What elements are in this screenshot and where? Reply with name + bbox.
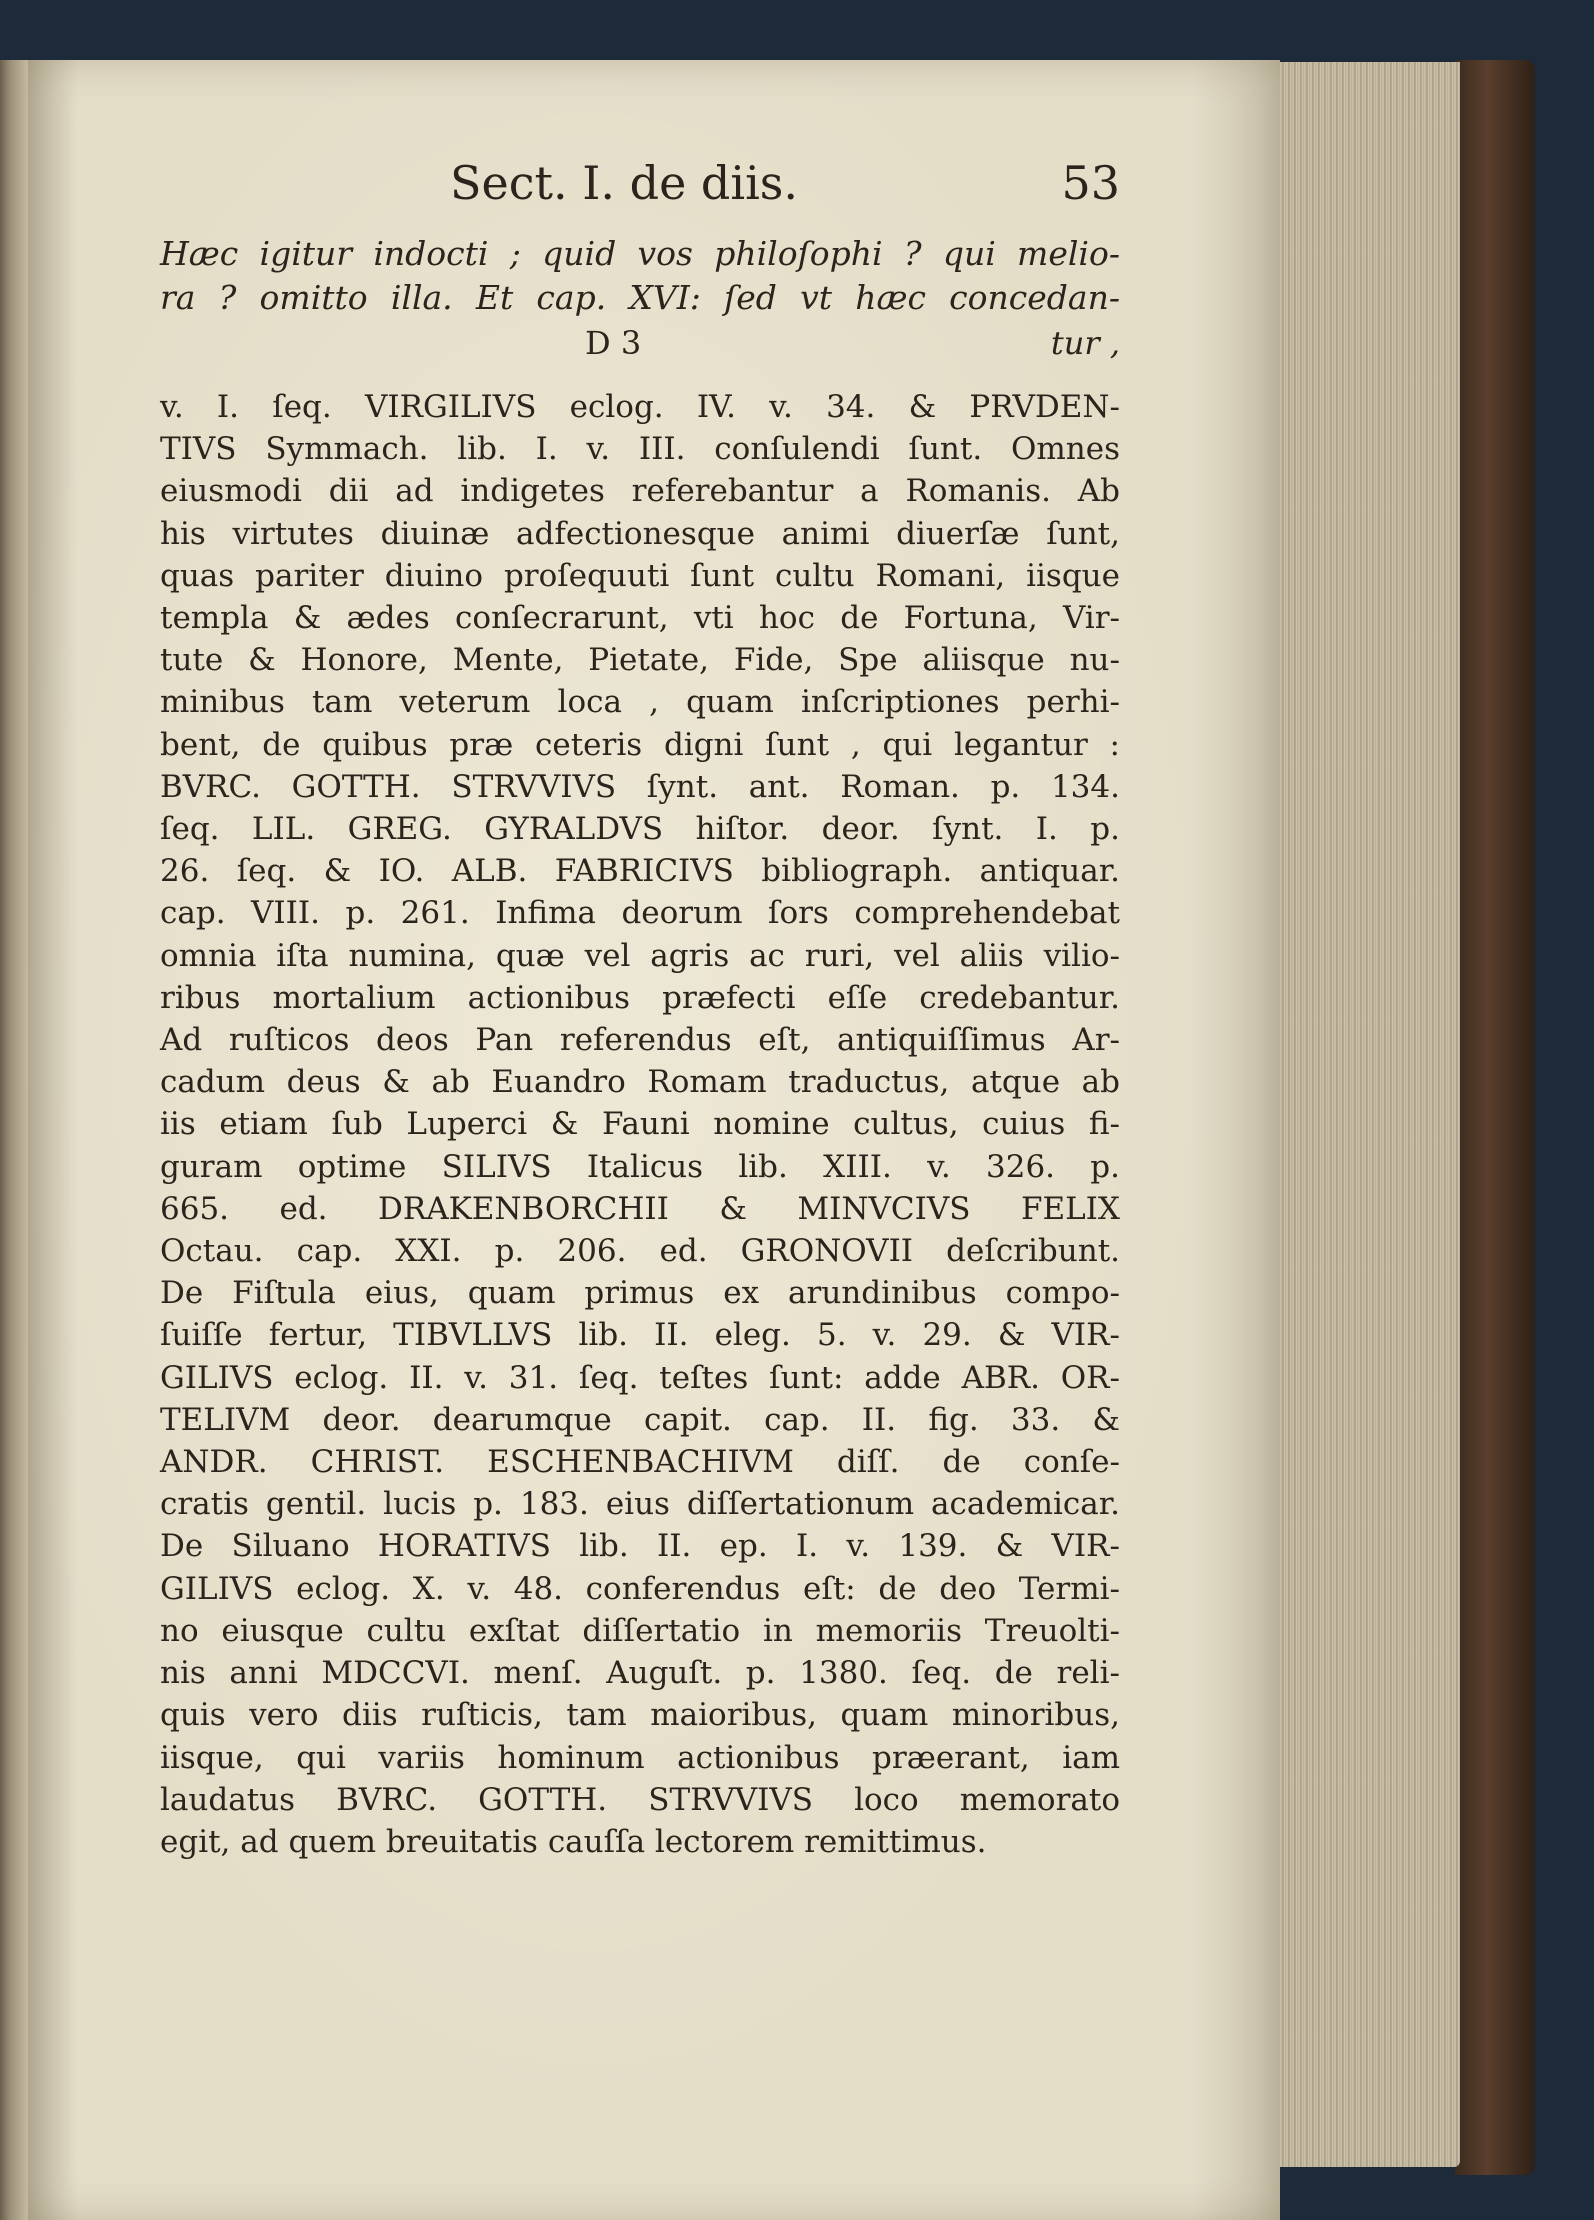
signature-row [160,320,1120,366]
footnote-line: laudatus BVRC. GOTTH. STRVVIVS loco memorato [160,1781,1120,1818]
page-header [160,150,1120,216]
footnote-line: ſeq. LIL. GREG. GYRALDVS hiſtor. deor. ſynt. I. p. [160,811,1120,848]
footnote-line: nis anni MDCCVI. menſ. Auguſt. p. 1380. ſeq. de reli- [160,1655,1120,1692]
footnote-line: BVRC. GOTTH. STRVVIVS ſynt. ant. Roman. p. 134. [160,768,1120,805]
footnote-line: cadum deus & ab Euandro Romam traductus, atque ab [160,1064,1120,1101]
text-block [160,150,1120,1863]
footnote-line: ſuiſſe fertur, TIBVLLVS lib. II. eleg. 5. v. 29. & VIR- [160,1317,1120,1354]
main-text-line: Hæc igitur indocti ; quid vos philoſophi ? qui melio- [160,234,1120,273]
footnote-line: no eiusque cultu exſtat diſſertatio in memoriis Treuolti- [160,1612,1120,1649]
catchword: tur , [1050,324,1120,362]
footnote-line: 26. ſeq. & IO. ALB. FABRICIVS bibliograph. antiquar. [160,853,1120,890]
footnote-line: eiusmodi dii ad indigetes referebantur a Romanis. Ab [160,473,1120,510]
footnote-line: templa & ædes conſecrarunt, vti hoc de Fortuna, Vir- [160,600,1120,637]
page-stack-edges [1280,62,1460,2167]
signature-mark: D 3 [585,324,642,362]
footnote-line: cratis gentil. lucis p. 183. eius diſſertationum academicar. [160,1486,1120,1523]
footnote-line: egit, ad quem breuitatis cauſſa lectorem remittimus. [160,1823,987,1860]
footnote-line: iisque, qui variis hominum actionibus præerant, iam [160,1739,1120,1776]
footnote-line: De Fiſtula eius, quam primus ex arundinibus compo- [160,1275,1120,1312]
footnote-line: quis vero diis ruſticis, tam maioribus, quam minoribus, [160,1697,1120,1734]
footnote-line: v. I. ſeq. VIRGILIVS eclog. IV. v. 34. & PRVDEN- [160,389,1120,425]
footnote-line: Ad ruſticos deos Pan referendus eſt, antiquiſſimus Ar- [160,1022,1120,1059]
footnote-line: De Siluano HORATIVS lib. II. ep. I. v. 139. & VIR- [160,1528,1120,1565]
footnote-line: ANDR. CHRIST. ESCHENBACHIVM diſſ. de conſe- [160,1444,1120,1481]
footnote-line: 665. ed. DRAKENBORCHII & MINVCIVS FELIX [160,1190,1120,1227]
footnote-line: GILIVS eclog. X. v. 48. conferendus eſt: de deo Termi- [160,1570,1120,1607]
footnote-line: ribus mortalium actionibus præfecti eſſe credebantur. [160,979,1120,1016]
previous-page-edge [0,60,30,2220]
footnote-line: tute & Honore, Mente, Pietate, Fide, Spe aliisque nu- [160,642,1120,679]
footnote-line: iis etiam ſub Luperci & Fauni nomine cultus, cuius fi- [160,1106,1120,1143]
footnote-line: TELIVM deor. dearumque capit. cap. II. fig. 33. & [160,1401,1120,1438]
footnote-line: GILIVS eclog. II. v. 31. ſeq. teſtes ſunt: adde ABR. OR- [160,1359,1120,1396]
footnote-line: bent, de quibus præ ceteris digni ſunt , qui legantur : [160,726,1120,763]
footnote-line: guram optime SILIVS Italicus lib. XIII. v. 326. p. [160,1148,1120,1185]
footnote-line: his virtutes diuinæ adfectionesque animi diuerſæ ſunt, [160,515,1120,552]
footnote-line: quas pariter diuino proſequuti ſunt cultu Romani, iisque [160,557,1120,594]
footnote-line: Octau. cap. XXI. p. 206. ed. GRONOVII deſcribunt. [160,1233,1120,1270]
footnote-line: minibus tam veterum loca , quam inſcriptiones perhi- [160,684,1120,721]
footnote [160,386,1120,1863]
main-text-line: ra ? omitto illa. Et cap. XVI: ſed vt hæc concedan- [160,278,1120,317]
footnote-line: omnia iſta numina, quæ vel agris ac ruri, vel aliis vilio- [160,937,1120,974]
footnote-line: TIVS Symmach. lib. I. v. III. conſulendi ſunt. Omnes [160,431,1120,468]
footnote-line: cap. VIII. p. 261. Infima deorum ſors comprehendebat [160,895,1120,932]
main-text [160,232,1120,320]
running-head: Sect. I. de diis. [450,156,799,210]
book-cover [1455,60,1535,2175]
page-number: 53 [1061,156,1120,210]
